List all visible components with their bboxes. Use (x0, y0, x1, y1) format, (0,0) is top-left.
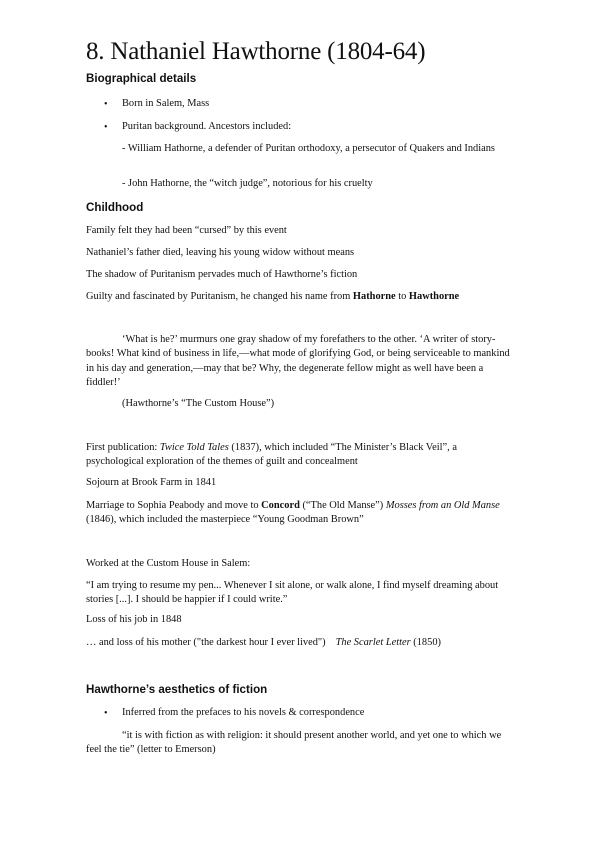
section-heading-aesthetics: Hawthorne’s aesthetics of fiction (86, 683, 268, 696)
custom-house-quote: ‘What is he?’ murmurs one gray shadow of my forefathers to the other. ‘A writer of story-books! What kind of business in life,—what mode of glorifying God, or being serviceable to mankind in his day and generation,—may that be? Why, the degenerate fellow might as well have been a fiddler!’ (86, 334, 510, 388)
first-publication (86, 441, 506, 470)
aesthetics-bullet: Inferred from the prefaces to his novels & correspondence (122, 707, 365, 718)
loss-of-job: Loss of his job in 1848 (86, 614, 182, 625)
page-title: 8. Nathaniel Hawthorne (1804-64) (86, 38, 426, 65)
name-change-to: to (395, 291, 409, 302)
old-manse: (“The Old Manse”) (299, 500, 386, 511)
ancestor-william: - William Hathorne, a defender of Puritan orthodoxy, a persecutor of Quakers and Indians (122, 143, 495, 154)
first-publication-label: First publication: (86, 442, 160, 453)
name-hawthorne: Hawthorne (408, 291, 460, 302)
custom-house-work: Worked at the Custom House in Salem: (86, 558, 251, 569)
loss-of-mother (86, 636, 506, 650)
bullet-dot: • (104, 708, 108, 719)
childhood-line-cursed: Family felt they had been “cursed” by this event (86, 225, 287, 236)
brook-farm: Sojourn at Brook Farm in 1841 (86, 477, 217, 488)
mosses-title: Mosses from an Old Manse (385, 500, 500, 511)
scarlet-letter-title: The Scarlet Letter (335, 637, 411, 648)
ancestor-john: - John Hathorne, the “witch judge”, notorious for his cruelty (122, 178, 373, 189)
bullet-dot: • (104, 99, 108, 110)
mosses-detail: (1846), which included the masterpiece “Young Goodman Brown” (86, 514, 364, 526)
bio-bullet-born: Born in Salem, Mass (122, 98, 210, 109)
first-publication-detail: (1837), which included “The Minister’s Black Veil”, a psychological exploration of the themes of guilt and concealment (86, 442, 457, 468)
emerson-quote: “it is with fiction as with religion: it should present another world, and yet one to which we feel the tie” (letter to Emerson) (86, 730, 502, 756)
childhood-line-name-change (86, 290, 506, 304)
letter-quote: “I am trying to resume my pen... Whenever I sit alone, or walk alone, I find myself dreaming about stories [...]. I should be happier if I could write.” (86, 580, 499, 606)
section-heading-childhood: Childhood (86, 201, 144, 214)
loss-of-mother-text: … and loss of his mother ("the darkest hour I ever lived") (86, 637, 326, 648)
marriage-text: Marriage to Sophia Peabody and move to (86, 500, 262, 511)
scarlet-letter-year: (1850) (410, 637, 441, 648)
bio-bullet-puritan: Puritan background. Ancestors included: (122, 121, 292, 132)
name-hathorne: Hathorne (352, 291, 396, 302)
twice-told-tales-title: Twice Told Tales (159, 442, 229, 453)
childhood-line-shadow: The shadow of Puritanism pervades much of Hawthorne’s fiction (86, 269, 358, 280)
concord: Concord (261, 500, 300, 511)
bullet-dot: • (104, 122, 108, 133)
section-heading-biographical: Biographical details (86, 72, 197, 85)
childhood-line-father: Nathaniel’s father died, leaving his young widow without means (86, 247, 355, 258)
marriage-line (86, 499, 506, 528)
quote-source: (Hawthorne’s “The Custom House”) (122, 398, 275, 409)
name-change-text: Guilty and fascinated by Puritanism, he changed his name from (86, 291, 353, 302)
